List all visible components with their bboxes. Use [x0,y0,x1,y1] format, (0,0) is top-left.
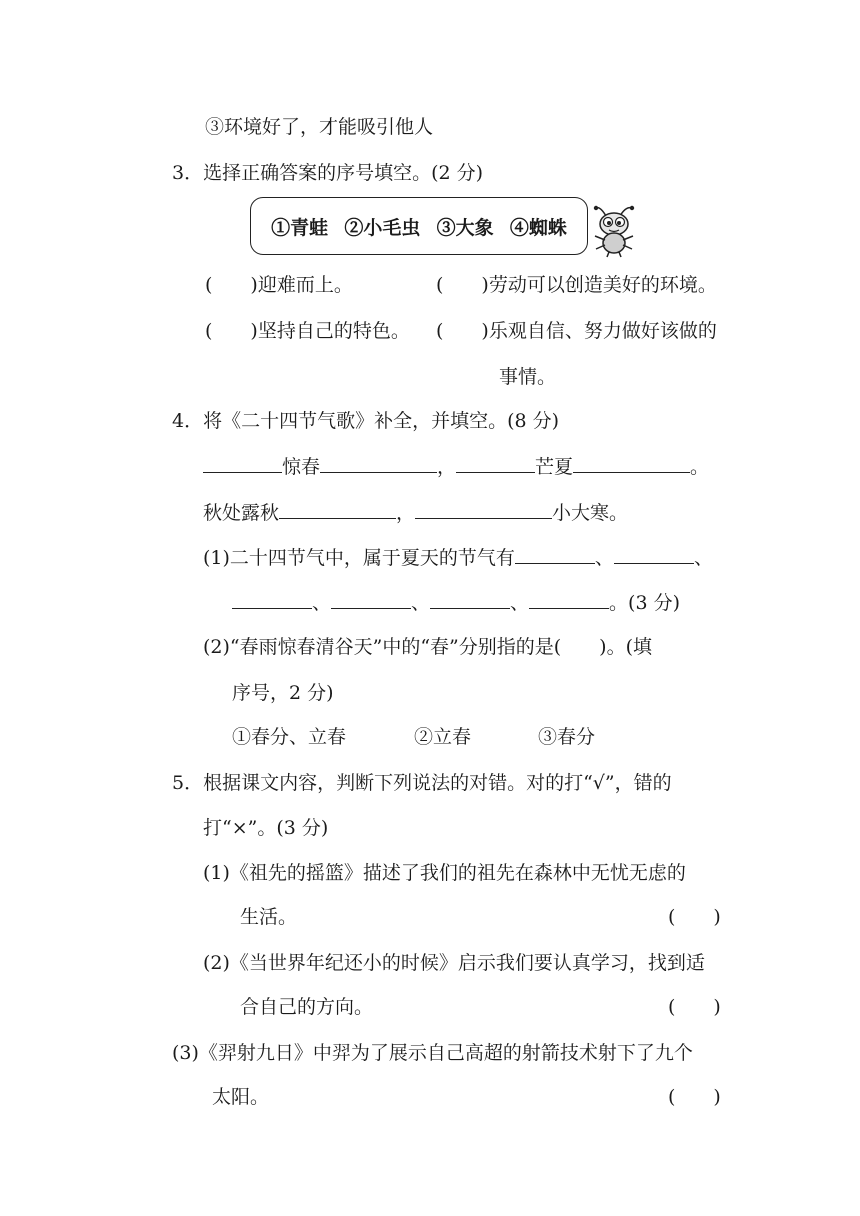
q3-option-2: ②小毛虫 [344,216,421,239]
q4-title: 4．将《二十四节气歌》补全，并填空。(8 分) [172,410,560,432]
fill-blank[interactable] [232,590,312,609]
q2-option-3: ③环境好了，才能吸引他人 [205,116,434,138]
answer-paren[interactable]: ( ) [436,320,489,342]
q3-title: 3．选择正确答案的序号填空。(2 分) [172,162,484,184]
fill-blank[interactable] [430,590,510,609]
answer-paren[interactable]: ( ) [668,1086,721,1108]
q3-option-4: ④蜘蛛 [509,216,567,239]
q3-item-1: ( )迎难而上。 [205,274,353,296]
q4-sub-1: (1)二十四节气中，属于夏天的节气有 、 、 [203,547,713,569]
fill-blank[interactable] [614,545,694,564]
q3-option-1: ①青蛙 [271,216,329,239]
song-line-2: 秋处露秋 ， 小大寒。 [203,502,629,524]
q4-choice-2: ②立春 [414,726,472,748]
q3-item-4-cont: 事情。 [499,366,557,388]
q5-item-1: (1)《祖先的摇篮》描述了我们的祖先在森林中无忧无虑的 [203,862,686,884]
fill-blank[interactable] [529,590,609,609]
ant-mascot-icon [586,202,642,258]
fill-blank[interactable] [456,454,535,473]
fill-blank[interactable] [515,545,595,564]
q4-sub-2-cont: 序号，2 分) [232,682,334,704]
answer-paren[interactable]: ( ) [205,274,258,296]
fill-blank[interactable] [320,454,437,473]
q4-sub-1-cont: 、 、 、 。(3 分) [232,590,680,616]
fill-blank[interactable] [573,454,690,473]
q3-item-4: ( )乐观自信、努力做好该做的 [436,320,717,342]
q5-item-1-cont: 生活。 [240,906,298,928]
q3-option-3: ③大象 [436,216,494,239]
q4-choice-3: ③春分 [538,726,596,748]
q5-item-2: (2)《当世界年纪还小的时候》启示我们要认真学习，找到适 [203,952,705,974]
fill-blank[interactable] [331,590,411,609]
fill-blank[interactable] [203,454,282,473]
fill-blank[interactable] [415,500,552,519]
q5-item-3: (3)《羿射九日》中羿为了展示自己高超的射箭技术射下了九个 [172,1042,693,1064]
q5-item-2-cont: 合自己的方向。 [240,996,374,1018]
q3-item-3: ( )坚持自己的特色。 [205,320,410,342]
answer-paren[interactable]: ( ) [668,906,721,928]
q5-item-3-cont: 太阳。 [212,1086,270,1108]
answer-paren[interactable]: ( ) [436,274,489,296]
fill-blank[interactable] [279,500,396,519]
answer-paren[interactable]: ( ) [668,996,721,1018]
q5-title: 5．根据课文内容，判断下列说法的对错。对的打“√”，错的 [172,772,672,794]
answer-paren[interactable]: ( ) [205,320,258,342]
q3-item-2: ( )劳动可以创造美好的环境。 [436,274,717,296]
q4-sub-2: (2)“春雨惊春清谷天”中的“春”分别指的是( )。(填 [203,636,653,658]
q3-options-box [250,197,588,255]
song-line-1: 惊春 ， 芒夏 。 [203,454,709,480]
q4-choice-1: ①春分、立春 [232,726,347,748]
q5-title-cont: 打“×”。(3 分) [203,817,329,839]
